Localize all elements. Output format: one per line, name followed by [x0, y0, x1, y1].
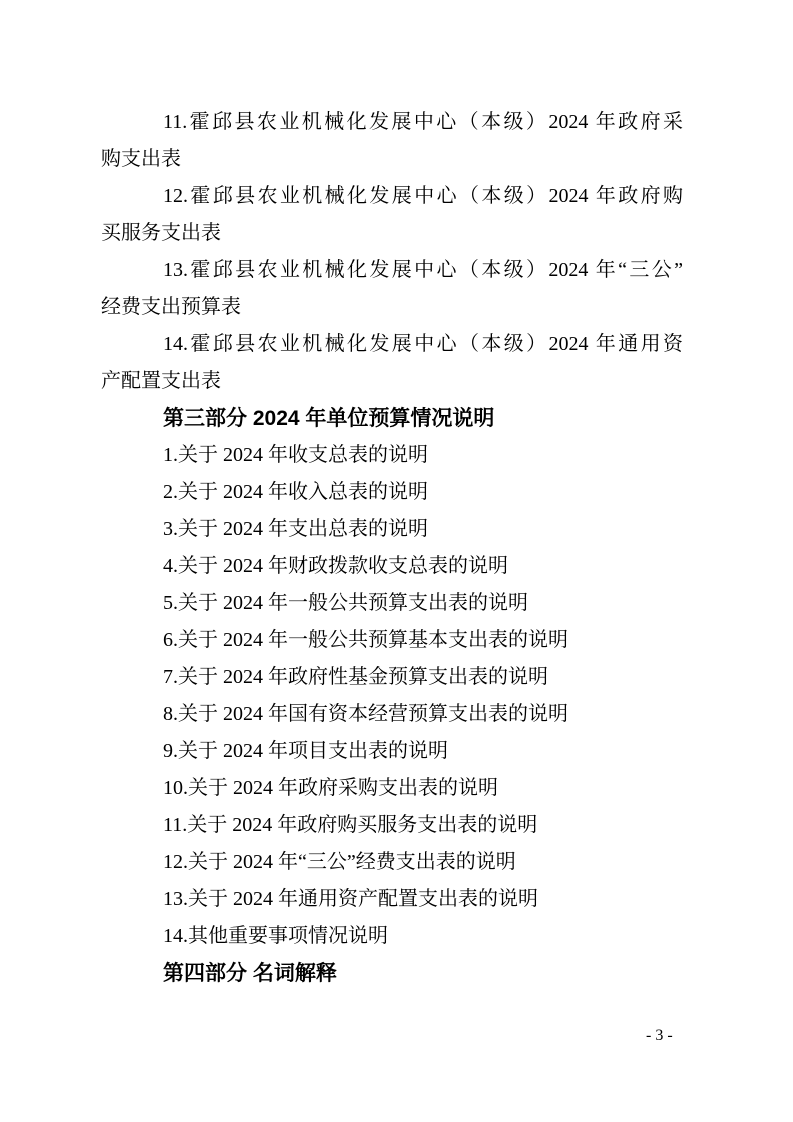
toc-part3-item-14: 14.其他重要事项情况说明	[163, 925, 388, 947]
toc-part2-item-14-line2: 产配置支出表	[101, 370, 221, 392]
page-number: - 3 -	[646, 1027, 673, 1044]
toc-part3-item-5: 5.关于 2024 年一般公共预算支出表的说明	[163, 592, 528, 614]
toc-part2-item-12-line2: 买服务支出表	[101, 222, 221, 244]
part4-section-heading: 第四部分 名词解释	[163, 962, 337, 985]
toc-part3-item-11: 11.关于 2024 年政府购买服务支出表的说明	[163, 814, 538, 836]
toc-part2-item-13-line1: 13.霍邱县农业机械化发展中心（本级）2024 年“三公”	[163, 259, 683, 281]
toc-part3-item-13: 13.关于 2024 年通用资产配置支出表的说明	[163, 888, 538, 910]
toc-part3-item-10: 10.关于 2024 年政府采购支出表的说明	[163, 777, 498, 799]
toc-part2-item-13-line2: 经费支出预算表	[101, 296, 241, 318]
toc-part3-item-3: 3.关于 2024 年支出总表的说明	[163, 518, 428, 540]
table-of-contents	[101, 104, 683, 992]
toc-part3-item-2: 2.关于 2024 年收入总表的说明	[163, 481, 428, 503]
toc-part3-item-12: 12.关于 2024 年“三公”经费支出表的说明	[163, 851, 516, 873]
toc-part3-item-6: 6.关于 2024 年一般公共预算基本支出表的说明	[163, 629, 568, 651]
toc-part2-item-14-line1: 14.霍邱县农业机械化发展中心（本级）2024 年通用资	[163, 333, 683, 355]
toc-part3-item-9: 9.关于 2024 年项目支出表的说明	[163, 740, 448, 762]
toc-part3-item-8: 8.关于 2024 年国有资本经营预算支出表的说明	[163, 703, 568, 725]
toc-part2-item-11-line1: 11.霍邱县农业机械化发展中心（本级）2024 年政府采	[163, 111, 683, 133]
toc-part3-item-7: 7.关于 2024 年政府性基金预算支出表的说明	[163, 666, 548, 688]
toc-part2-item-12-line1: 12.霍邱县农业机械化发展中心（本级）2024 年政府购	[163, 185, 683, 207]
toc-part2-item-11-line2: 购支出表	[101, 148, 181, 170]
part3-section-heading: 第三部分 2024 年单位预算情况说明	[163, 407, 495, 430]
toc-part3-item-4: 4.关于 2024 年财政拨款收支总表的说明	[163, 555, 508, 577]
toc-part3-item-1: 1.关于 2024 年收支总表的说明	[163, 444, 428, 466]
